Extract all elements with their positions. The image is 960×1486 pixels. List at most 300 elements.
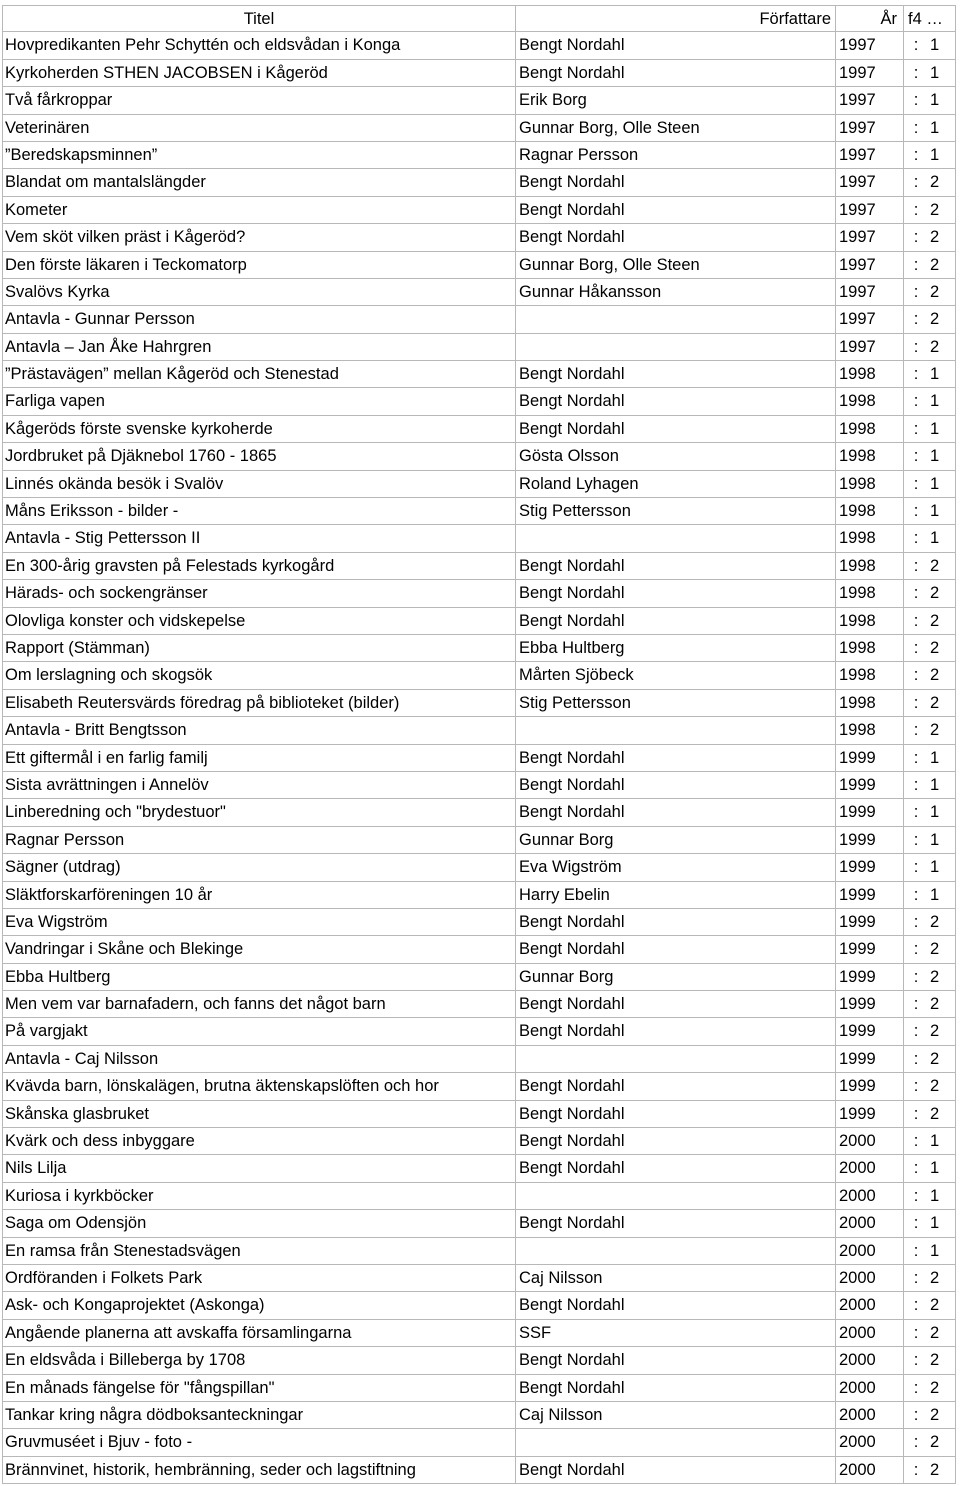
- table-row[interactable]: [2, 388, 956, 415]
- cell-part: 2: [928, 1402, 956, 1429]
- table-row[interactable]: [2, 936, 956, 963]
- cell-author: Caj Nilsson: [516, 1402, 836, 1429]
- cell-title: Hovpredikanten Pehr Schyttén och eldsvådan i Konga: [2, 32, 516, 59]
- cell-separator: :: [904, 1046, 928, 1073]
- cell-separator: :: [904, 635, 928, 662]
- cell-separator: :: [904, 1457, 928, 1484]
- table-row[interactable]: [2, 1018, 956, 1045]
- cell-year: 1997: [836, 60, 904, 87]
- table-row[interactable]: [2, 525, 956, 552]
- cell-separator: :: [904, 224, 928, 251]
- cell-year: 1998: [836, 525, 904, 552]
- column-header-year[interactable]: År: [836, 5, 904, 32]
- cell-title: Linnés okända besök i Svalöv: [2, 471, 516, 498]
- cell-title: Ragnar Persson: [2, 827, 516, 854]
- cell-title: Vem sköt vilken präst i Kågeröd?: [2, 224, 516, 251]
- cell-title: Blandat om mantalslängder: [2, 169, 516, 196]
- table-row[interactable]: [2, 279, 956, 306]
- cell-part: 1: [928, 745, 956, 772]
- table-row[interactable]: [2, 882, 956, 909]
- table-row[interactable]: [2, 1292, 956, 1319]
- cell-author: Bengt Nordahl: [516, 224, 836, 251]
- cell-year: 1999: [836, 991, 904, 1018]
- cell-separator: :: [904, 580, 928, 607]
- table-row[interactable]: [2, 1347, 956, 1374]
- cell-part: 2: [928, 553, 956, 580]
- cell-separator: :: [904, 32, 928, 59]
- cell-year: 1997: [836, 115, 904, 142]
- cell-author: Gunnar Borg, Olle Steen: [516, 115, 836, 142]
- table-row[interactable]: [2, 909, 956, 936]
- cell-separator: :: [904, 772, 928, 799]
- column-header-title[interactable]: Titel: [2, 5, 516, 32]
- cell-title: Kvävda barn, lönskalägen, brutna äktenskapslöften och hor: [2, 1073, 516, 1100]
- cell-separator: :: [904, 1018, 928, 1045]
- cell-part: 1: [928, 1238, 956, 1265]
- cell-part: 2: [928, 252, 956, 279]
- cell-title: Sista avrättningen i Annelöv: [2, 772, 516, 799]
- cell-separator: :: [904, 608, 928, 635]
- table-row[interactable]: [2, 1265, 956, 1292]
- cell-year: 2000: [836, 1265, 904, 1292]
- cell-part: 2: [928, 690, 956, 717]
- cell-author: Bengt Nordahl: [516, 1210, 836, 1237]
- cell-title: Kyrkoherden STHEN JACOBSEN i Kågeröd: [2, 60, 516, 87]
- cell-separator: :: [904, 279, 928, 306]
- cell-separator: :: [904, 936, 928, 963]
- cell-year: 1997: [836, 306, 904, 333]
- cell-title: Svalövs Kyrka: [2, 279, 516, 306]
- cell-separator: :: [904, 1101, 928, 1128]
- table-row[interactable]: [2, 580, 956, 607]
- cell-separator: :: [904, 1292, 928, 1319]
- cell-title: Rapport (Stämman): [2, 635, 516, 662]
- cell-year: 1999: [836, 909, 904, 936]
- cell-separator: :: [904, 1238, 928, 1265]
- cell-author: [516, 1046, 836, 1073]
- cell-separator: :: [904, 1128, 928, 1155]
- cell-title: Vandringar i Skåne och Blekinge: [2, 936, 516, 963]
- cell-separator: :: [904, 882, 928, 909]
- cell-part: 2: [928, 1347, 956, 1374]
- cell-part: 1: [928, 772, 956, 799]
- cell-author: Bengt Nordahl: [516, 1018, 836, 1045]
- table-row[interactable]: [2, 1210, 956, 1237]
- cell-title: Antavla - Caj Nilsson: [2, 1046, 516, 1073]
- table-row[interactable]: [2, 169, 956, 196]
- cell-separator: :: [904, 1183, 928, 1210]
- cell-author: Bengt Nordahl: [516, 1073, 836, 1100]
- cell-author: Bengt Nordahl: [516, 1375, 836, 1402]
- cell-separator: :: [904, 1320, 928, 1347]
- table-row[interactable]: [2, 690, 956, 717]
- cell-author: Gunnar Borg: [516, 827, 836, 854]
- cell-author: Bengt Nordahl: [516, 169, 836, 196]
- cell-year: 1998: [836, 443, 904, 470]
- cell-part: 2: [928, 1292, 956, 1319]
- cell-separator: :: [904, 1155, 928, 1182]
- cell-part: 1: [928, 1183, 956, 1210]
- cell-separator: :: [904, 1375, 928, 1402]
- cell-separator: :: [904, 1429, 928, 1456]
- cell-year: 2000: [836, 1238, 904, 1265]
- cell-author: Stig Pettersson: [516, 690, 836, 717]
- cell-separator: :: [904, 525, 928, 552]
- table-row[interactable]: [2, 1183, 956, 1210]
- cell-author: Bengt Nordahl: [516, 991, 836, 1018]
- cell-part: 2: [928, 580, 956, 607]
- cell-year: 1998: [836, 361, 904, 388]
- cell-year: 2000: [836, 1155, 904, 1182]
- cell-part: 1: [928, 471, 956, 498]
- cell-year: 1997: [836, 224, 904, 251]
- cell-author: Mårten Sjöbeck: [516, 662, 836, 689]
- cell-year: 2000: [836, 1429, 904, 1456]
- cell-author: Stig Pettersson: [516, 498, 836, 525]
- table-body: [2, 32, 956, 1484]
- cell-year: 1998: [836, 635, 904, 662]
- cell-part: 1: [928, 142, 956, 169]
- table-row[interactable]: [2, 991, 956, 1018]
- cell-year: 1999: [836, 799, 904, 826]
- cell-year: 1999: [836, 936, 904, 963]
- cell-year: 2000: [836, 1402, 904, 1429]
- column-header-f4[interactable]: f4 …: [904, 5, 956, 32]
- cell-author: Erik Borg: [516, 87, 836, 114]
- table-row[interactable]: [2, 635, 956, 662]
- cell-author: [516, 717, 836, 744]
- cell-year: 1999: [836, 854, 904, 881]
- cell-author: [516, 1238, 836, 1265]
- cell-part: 1: [928, 827, 956, 854]
- cell-author: Bengt Nordahl: [516, 1155, 836, 1182]
- table-row[interactable]: [2, 1457, 956, 1484]
- cell-author: Bengt Nordahl: [516, 416, 836, 443]
- cell-year: 1999: [836, 745, 904, 772]
- cell-title: Tankar kring några dödboksanteckningar: [2, 1402, 516, 1429]
- cell-author: Bengt Nordahl: [516, 772, 836, 799]
- cell-separator: :: [904, 1347, 928, 1374]
- column-header-author[interactable]: Författare: [516, 5, 836, 32]
- cell-title: Antavla - Stig Pettersson II: [2, 525, 516, 552]
- cell-author: [516, 1429, 836, 1456]
- cell-title: ”Prästavägen” mellan Kågeröd och Stenestad: [2, 361, 516, 388]
- cell-year: 1998: [836, 608, 904, 635]
- cell-year: 2000: [836, 1320, 904, 1347]
- cell-separator: :: [904, 717, 928, 744]
- cell-title: Jordbruket på Djäknebol 1760 - 1865: [2, 443, 516, 470]
- table-row[interactable]: [2, 1402, 956, 1429]
- cell-part: 2: [928, 1073, 956, 1100]
- cell-title: Ett giftermål i en farlig familj: [2, 745, 516, 772]
- table-row[interactable]: [2, 1429, 956, 1456]
- cell-year: 1998: [836, 717, 904, 744]
- cell-title: På vargjakt: [2, 1018, 516, 1045]
- table-row[interactable]: [2, 60, 956, 87]
- cell-part: 1: [928, 60, 956, 87]
- cell-title: ”Beredskapsminnen”: [2, 142, 516, 169]
- cell-year: 1998: [836, 580, 904, 607]
- cell-separator: :: [904, 690, 928, 717]
- cell-title: Men vem var barnafadern, och fanns det något barn: [2, 991, 516, 1018]
- cell-year: 1997: [836, 169, 904, 196]
- cell-author: Bengt Nordahl: [516, 1101, 836, 1128]
- cell-title: Antavla – Jan Åke Hahrgren: [2, 334, 516, 361]
- table-row[interactable]: [2, 553, 956, 580]
- table-row[interactable]: [2, 854, 956, 881]
- cell-year: 1998: [836, 416, 904, 443]
- cell-part: 2: [928, 1429, 956, 1456]
- cell-separator: :: [904, 1265, 928, 1292]
- cell-title: Den förste läkaren i Teckomatorp: [2, 252, 516, 279]
- cell-title: Ordföranden i Folkets Park: [2, 1265, 516, 1292]
- cell-part: 1: [928, 1155, 956, 1182]
- table-row[interactable]: [2, 87, 956, 114]
- cell-author: Gunnar Borg, Olle Steen: [516, 252, 836, 279]
- cell-year: 1997: [836, 197, 904, 224]
- cell-separator: :: [904, 498, 928, 525]
- cell-title: Härads- och sockengränser: [2, 580, 516, 607]
- table-row[interactable]: [2, 306, 956, 333]
- cell-separator: :: [904, 443, 928, 470]
- cell-part: 2: [928, 1018, 956, 1045]
- cell-year: 1998: [836, 388, 904, 415]
- cell-separator: :: [904, 87, 928, 114]
- cell-part: 2: [928, 1457, 956, 1484]
- cell-author: [516, 525, 836, 552]
- cell-part: 1: [928, 416, 956, 443]
- cell-author: Bengt Nordahl: [516, 197, 836, 224]
- cell-separator: :: [904, 115, 928, 142]
- cell-author: Bengt Nordahl: [516, 745, 836, 772]
- table-row[interactable]: [2, 471, 956, 498]
- table-row[interactable]: [2, 1073, 956, 1100]
- cell-year: 1997: [836, 142, 904, 169]
- cell-year: 1999: [836, 827, 904, 854]
- cell-title: Kvärk och dess inbyggare: [2, 1128, 516, 1155]
- table-row[interactable]: [2, 115, 956, 142]
- cell-title: Brännvinet, historik, hembränning, seder och lagstiftning: [2, 1457, 516, 1484]
- cell-author: Bengt Nordahl: [516, 553, 836, 580]
- cell-author: Bengt Nordahl: [516, 608, 836, 635]
- cell-title: Veterinären: [2, 115, 516, 142]
- cell-year: 1998: [836, 498, 904, 525]
- cell-part: 1: [928, 87, 956, 114]
- cell-separator: :: [904, 334, 928, 361]
- header-row: [2, 5, 956, 32]
- cell-year: 2000: [836, 1183, 904, 1210]
- table-row[interactable]: [2, 772, 956, 799]
- cell-part: 2: [928, 1265, 956, 1292]
- table-row[interactable]: [2, 334, 956, 361]
- cell-title: Antavla - Britt Bengtsson: [2, 717, 516, 744]
- cell-part: 1: [928, 799, 956, 826]
- table-row[interactable]: [2, 416, 956, 443]
- cell-part: 1: [928, 525, 956, 552]
- cell-separator: :: [904, 60, 928, 87]
- table-row[interactable]: [2, 1320, 956, 1347]
- cell-title: Måns Eriksson - bilder -: [2, 498, 516, 525]
- cell-part: 2: [928, 1046, 956, 1073]
- cell-year: 1999: [836, 1046, 904, 1073]
- table-row[interactable]: [2, 224, 956, 251]
- cell-title: Ask- och Kongaprojektet (Askonga): [2, 1292, 516, 1319]
- cell-author: Bengt Nordahl: [516, 1128, 836, 1155]
- cell-author: Harry Ebelin: [516, 882, 836, 909]
- table-row[interactable]: [2, 197, 956, 224]
- cell-year: 1997: [836, 252, 904, 279]
- cell-separator: :: [904, 827, 928, 854]
- cell-part: 2: [928, 991, 956, 1018]
- table-row[interactable]: [2, 1046, 956, 1073]
- cell-separator: :: [904, 909, 928, 936]
- cell-year: 1999: [836, 882, 904, 909]
- cell-title: Om lerslagning och skogsök: [2, 662, 516, 689]
- cell-separator: :: [904, 991, 928, 1018]
- cell-separator: :: [904, 142, 928, 169]
- cell-year: 2000: [836, 1210, 904, 1237]
- cell-part: 2: [928, 608, 956, 635]
- cell-part: 2: [928, 334, 956, 361]
- cell-title: Olovliga konster och vidskepelse: [2, 608, 516, 635]
- cell-author: [516, 306, 836, 333]
- spreadsheet-table: [2, 5, 956, 1484]
- cell-part: 2: [928, 306, 956, 333]
- cell-author: Bengt Nordahl: [516, 388, 836, 415]
- cell-year: 2000: [836, 1128, 904, 1155]
- table-row[interactable]: [2, 1238, 956, 1265]
- cell-year: 1997: [836, 32, 904, 59]
- cell-part: 1: [928, 388, 956, 415]
- cell-separator: :: [904, 306, 928, 333]
- cell-separator: :: [904, 854, 928, 881]
- cell-title: Ebba Hultberg: [2, 964, 516, 991]
- cell-year: 1998: [836, 662, 904, 689]
- cell-author: SSF: [516, 1320, 836, 1347]
- cell-part: 2: [928, 936, 956, 963]
- cell-author: Gunnar Borg: [516, 964, 836, 991]
- cell-year: 1997: [836, 334, 904, 361]
- table-row[interactable]: [2, 745, 956, 772]
- cell-part: 1: [928, 443, 956, 470]
- cell-year: 2000: [836, 1347, 904, 1374]
- cell-author: Bengt Nordahl: [516, 909, 836, 936]
- cell-author: Eva Wigström: [516, 854, 836, 881]
- cell-year: 2000: [836, 1375, 904, 1402]
- cell-year: 1998: [836, 471, 904, 498]
- cell-author: Gösta Olsson: [516, 443, 836, 470]
- cell-part: 2: [928, 909, 956, 936]
- cell-title: Linberedning och "brydestuor": [2, 799, 516, 826]
- table-row[interactable]: [2, 1155, 956, 1182]
- table-row[interactable]: [2, 443, 956, 470]
- cell-part: 2: [928, 197, 956, 224]
- cell-author: Bengt Nordahl: [516, 1347, 836, 1374]
- cell-separator: :: [904, 745, 928, 772]
- cell-title: En eldsvåda i Billeberga by 1708: [2, 1347, 516, 1374]
- cell-title: Kuriosa i kyrkböcker: [2, 1183, 516, 1210]
- cell-title: Elisabeth Reutersvärds föredrag på biblioteket (bilder): [2, 690, 516, 717]
- table-row[interactable]: [2, 608, 956, 635]
- cell-separator: :: [904, 169, 928, 196]
- cell-title: En månads fängelse för "fångspillan": [2, 1375, 516, 1402]
- cell-year: 1998: [836, 553, 904, 580]
- cell-title: Saga om Odensjön: [2, 1210, 516, 1237]
- cell-part: 2: [928, 169, 956, 196]
- cell-year: 1999: [836, 964, 904, 991]
- cell-year: 1998: [836, 690, 904, 717]
- cell-part: 2: [928, 662, 956, 689]
- cell-title: Nils Lilja: [2, 1155, 516, 1182]
- table-row[interactable]: [2, 662, 956, 689]
- cell-author: Ragnar Persson: [516, 142, 836, 169]
- table-row[interactable]: [2, 717, 956, 744]
- cell-author: Bengt Nordahl: [516, 580, 836, 607]
- cell-part: 1: [928, 1128, 956, 1155]
- cell-part: 2: [928, 1320, 956, 1347]
- cell-separator: :: [904, 252, 928, 279]
- cell-title: Släktforskarföreningen 10 år: [2, 882, 516, 909]
- table-row[interactable]: [2, 498, 956, 525]
- cell-author: Roland Lyhagen: [516, 471, 836, 498]
- cell-separator: :: [904, 197, 928, 224]
- cell-year: 1997: [836, 87, 904, 114]
- table-row[interactable]: [2, 1101, 956, 1128]
- cell-year: 2000: [836, 1457, 904, 1484]
- cell-title: En 300-årig gravsten på Felestads kyrkogård: [2, 553, 516, 580]
- cell-year: 1999: [836, 1101, 904, 1128]
- cell-part: 1: [928, 32, 956, 59]
- cell-separator: :: [904, 1073, 928, 1100]
- cell-part: 1: [928, 498, 956, 525]
- cell-title: Kågeröds förste svenske kyrkoherde: [2, 416, 516, 443]
- table-row[interactable]: [2, 1128, 956, 1155]
- cell-title: Eva Wigström: [2, 909, 516, 936]
- cell-part: 2: [928, 964, 956, 991]
- table-row[interactable]: [2, 142, 956, 169]
- table-row[interactable]: [2, 827, 956, 854]
- cell-title: Gruvmuséet i Bjuv - foto -: [2, 1429, 516, 1456]
- cell-part: 1: [928, 1210, 956, 1237]
- cell-separator: :: [904, 361, 928, 388]
- cell-separator: :: [904, 416, 928, 443]
- cell-author: [516, 1183, 836, 1210]
- cell-separator: :: [904, 553, 928, 580]
- cell-author: [516, 334, 836, 361]
- cell-author: Bengt Nordahl: [516, 32, 836, 59]
- cell-separator: :: [904, 471, 928, 498]
- table-row[interactable]: [2, 252, 956, 279]
- cell-part: 2: [928, 1101, 956, 1128]
- cell-year: 1999: [836, 772, 904, 799]
- cell-author: Bengt Nordahl: [516, 799, 836, 826]
- cell-year: 1999: [836, 1073, 904, 1100]
- cell-year: 1999: [836, 1018, 904, 1045]
- cell-title: Angående planerna att avskaffa församlingarna: [2, 1320, 516, 1347]
- cell-author: Bengt Nordahl: [516, 936, 836, 963]
- table-row[interactable]: [2, 361, 956, 388]
- table-row[interactable]: [2, 964, 956, 991]
- cell-title: Sägner (utdrag): [2, 854, 516, 881]
- cell-separator: :: [904, 662, 928, 689]
- cell-part: 1: [928, 115, 956, 142]
- table-row[interactable]: [2, 32, 956, 59]
- cell-part: 2: [928, 1375, 956, 1402]
- cell-separator: :: [904, 1210, 928, 1237]
- table-row[interactable]: [2, 799, 956, 826]
- cell-part: 2: [928, 717, 956, 744]
- table-row[interactable]: [2, 1375, 956, 1402]
